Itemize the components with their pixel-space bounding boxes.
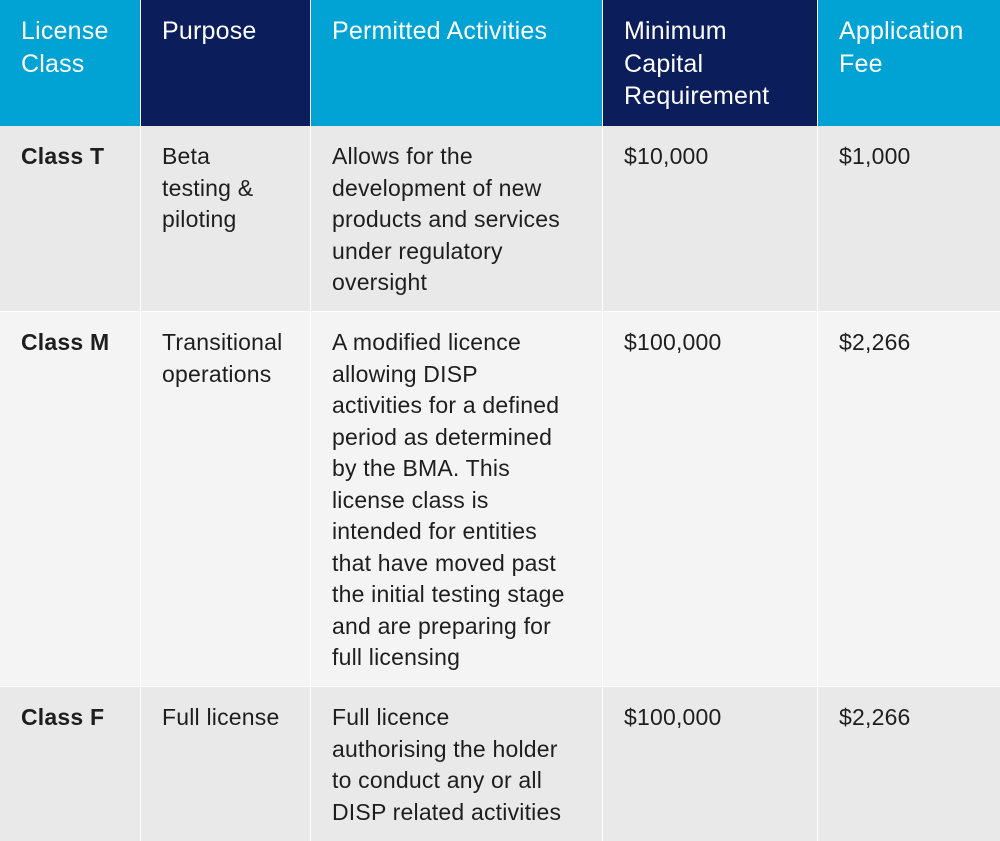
- activities-cell: [311, 687, 603, 841]
- cell-line: allowing DISP: [332, 360, 478, 387]
- activities-cell: [311, 312, 603, 687]
- cell-line: products and services: [332, 206, 560, 232]
- header-text: Minimum: [624, 17, 727, 45]
- cell-line: Full license: [162, 704, 280, 730]
- header-purpose: [141, 0, 311, 126]
- license-class-cell: Class F: [0, 687, 141, 841]
- activities-cell: [311, 126, 603, 312]
- cell-line: and are preparing for: [332, 612, 552, 639]
- table-header-row: [0, 0, 1000, 126]
- cell-line: authorising the holder: [332, 735, 558, 762]
- cell-line: license class is: [332, 486, 489, 513]
- cell-line: piloting: [162, 206, 237, 232]
- purpose-cell: [141, 687, 311, 841]
- table-row: [0, 126, 1000, 312]
- cell-line: testing &: [162, 174, 254, 201]
- header-text: Capital: [624, 49, 704, 78]
- cell-line: activities for a defined: [332, 392, 560, 418]
- cell-line: A modified licence: [332, 329, 521, 355]
- license-class-cell: Class M: [0, 312, 141, 687]
- fee-cell: $1,000: [818, 126, 1000, 312]
- header-text: Permitted Activities: [332, 17, 548, 45]
- cell-line: by the BMA. This: [332, 455, 510, 481]
- cell-line: development of new: [332, 174, 542, 201]
- cell-line: period as determined: [332, 423, 553, 450]
- purpose-cell: [141, 312, 311, 687]
- header-text: Application: [839, 17, 964, 45]
- header-text: Purpose: [162, 17, 257, 45]
- min-capital-cell: $100,000: [603, 312, 818, 687]
- cell-line: DISP related activities: [332, 798, 562, 825]
- min-capital-cell: $10,000: [603, 126, 818, 312]
- cell-line: full licensing: [332, 644, 461, 670]
- cell-line: Beta: [162, 143, 211, 169]
- cell-line: Transitional: [162, 329, 283, 355]
- header-application-fee: [818, 0, 1000, 126]
- cell-line: under regulatory: [332, 237, 503, 264]
- cell-line: Full licence: [332, 704, 450, 730]
- header-permitted-activities: [311, 0, 603, 126]
- cell-line: the initial testing stage: [332, 581, 565, 607]
- header-minimum-capital: [603, 0, 818, 126]
- table-row: [0, 312, 1000, 687]
- header-text: Fee: [839, 49, 883, 78]
- header-text: Class: [21, 49, 85, 78]
- cell-line: oversight: [332, 269, 428, 295]
- header-license-class: [0, 0, 141, 126]
- cell-line: operations: [162, 360, 272, 387]
- cell-line: that have moved past: [332, 549, 556, 576]
- header-text: License: [21, 17, 109, 45]
- purpose-cell: [141, 126, 311, 312]
- min-capital-cell: $100,000: [603, 687, 818, 841]
- header-text: Requirement: [624, 82, 770, 110]
- cell-line: to conduct any or all: [332, 767, 543, 793]
- fee-cell: $2,266: [818, 312, 1000, 687]
- table-row: [0, 687, 1000, 841]
- license-class-cell: Class T: [0, 126, 141, 312]
- cell-line: Allows for the: [332, 143, 473, 169]
- fee-cell: $2,266: [818, 687, 1000, 841]
- cell-line: intended for entities: [332, 518, 537, 544]
